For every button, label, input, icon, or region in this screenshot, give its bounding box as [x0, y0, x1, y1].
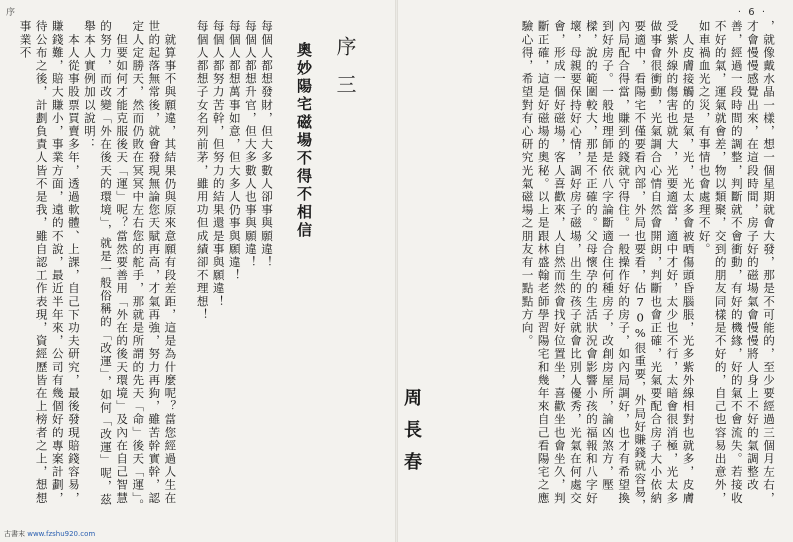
left-page-body: 每個人都想發財，但大多數人卻事與願違！ 每個人都想升官，但大多數人也事與願違！ 每個人都想萬事如意，但大多人仍事與願違！ 每個人都努力苦幹，但努力的結果還是事與願違！ 每個人都想子女名列前茅，雖用功但成績卻不理想！ 就算事不與願違，其結果仍與原來意願有段差距，這是為什麼呢？當您經過人生在世的起落無常後，就會發現無論您天賦再高，才氣再強，努力再狗，雖苦幹實幹，認定人定勝天，然而仍敗在冥冥中左右您的舵手，那就是所謂的先天「命」後天「運」。 但要如何才能克服後天「運」呢？當然要善用「外在的後天環境」及內在自己智慧的努力，而改變「外在後天的環境」，就是一般俗稱的「改運」，如何「改運」呢，茲舉本人實例加以說明： 本人從事股票買賣多年，透過軟體、上課，自己下功夫研究，最後發現賠錢容易，賺錢難，賠大賺小，事業方面，遠的不說，最近半年來，公司有幾個好的專案計劃，待公布之後，計劃負責人皆不是我，雖自認工作表現，資經歷皆在上榜者之上，想想事業不 [18, 20, 274, 512]
preface-author: 周長春 [401, 388, 422, 484]
right-page-body: ，就像戴水晶一樣，想一個星期就會大發，那是不可能的，至少要經過三個月左右，才會慢慢感覺出來，在這段時間，房子好的磁場氣會慢慢將人身上不好的氣調整改善，經過一段時間的調整，判斷就不會衝動，有好的機緣，好的氣不會流失。若接收不好的氣，運氣就會差，物以類聚，交到的朋友同樣是不好的，自己也容易出意外，如車禍血光之災，有事情也會處理不好。 人皮膚接觸的是氣，光，光太多會被晒傷頭昏腦脹，光多紫外線相對也就多，皮膚受紫外線的傷害也就大，光要適當，適中才好，太少也不行，太暗會很消極，光太多做事會很衝動，光氣調合心情自然會開朗，判斷也會正確，光氣要配合房子大小依納要適中，看陽宅不僅要看內部，外局也要看，佔70%很重要，外局好賺錢就容易，內局配合得當，賺到的錢就守得住。一般操作好的房子，如內局調好，也才有希望換到好房子。一般地理師是依八字論斷適合住何種房子，改創房屋所，論凶煞方，壓樑，說的範圍較大，那是不正確的。父母懷孕的生活狀況會影響小孩的福報和八字好壞，母親要保持好心情，調好房子磁場，出生的孩子就會比別人優秀，光氣在何處交會，形成一個好磁場，客人喜歡來，人自然而然會找好位置坐，喜歡坐也會坐久，判斷正確，這是好磁場的奧秘。以上是跟林盛翰老師學習陽宅和幾年來自己看陽宅之應驗心得，希望對有心研究光氣磁場之朋友有一點點方向。 [520, 20, 776, 512]
footer-url-link[interactable]: www.fzshu920.com [27, 530, 96, 538]
page-subtitle: 奧妙陽宅磁場不得不相信 [295, 42, 313, 240]
page-number: · 6 · [737, 7, 767, 18]
page-title: 序三 [333, 36, 357, 112]
footer-site-name: 古書末 [4, 530, 25, 538]
footer-credit [4, 529, 95, 539]
corner-mark: 序 [6, 8, 16, 18]
